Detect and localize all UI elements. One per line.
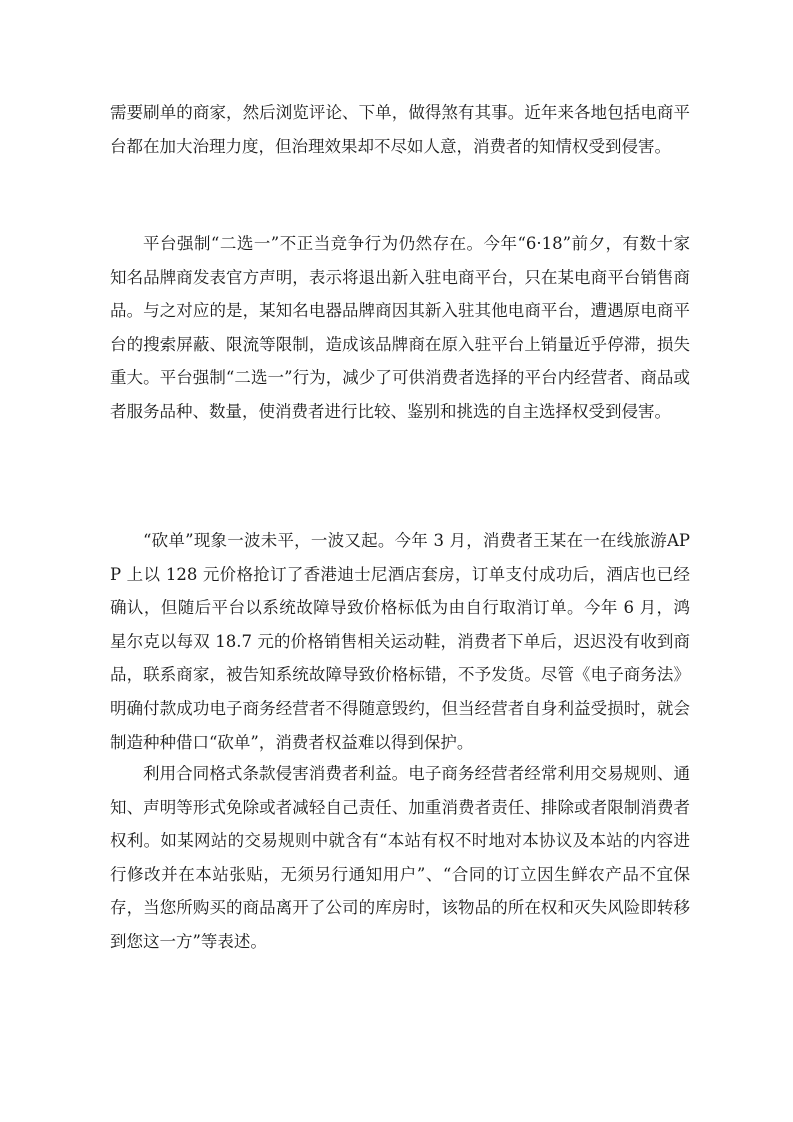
paragraph-standard-terms: 利用合同格式条款侵害消费者利益。电子商务经营者经常利用交易规则、通知、声明等形式免除或者减轻自己责任、加重消费者责任、排除或者限制消费者权利。如某网站的交易规则中就含有“本站有权不时地对本协议及本站的内容进行修改并在本站张贴，无须另行通知用户”、“合同的订立因生鲜农产品不宜保存，当您所购买的商品离开了公司的库房时，该物品的所在权和灭失风险即转移到您这一方”等表述。 (110, 764, 690, 951)
paragraph-platform-exclusivity: 平台强制“二选一”不正当竞争行为仍然存在。今年“6·18”前夕，有数十家知名品牌商发表官方声明，表示将退出新入驻电商平台，只在某电商平台销售商品。与之对应的是，某知名电器品牌商因其新入驻其他电商平台，遭遇原电商平台的搜索屏蔽、限流等限制，造成该品牌商在原入驻平台上销量近乎停滞，损失重大。平台强制“二选一”行为，减少了可供消费者选择的平台内经营者、商品或者服务品种、数量，使消费者进行比较、鉴别和挑选的自主选择权受到侵害。 (110, 234, 690, 421)
paragraph-fake-orders: 需要刷单的商家，然后浏览评论、下单，做得煞有其事。近年来各地包括电商平台都在加大治理力度，但治理效果却不尽如人意，消费者的知情权受到侵害。 (110, 103, 690, 156)
paragraph-order-cancellation: “砍单”现象一波未平，一波又起。今年 3 月，消费者王某在一在线旅游APP 上以 128 元价格抢订了香港迪士尼酒店套房，订单支付成功后，酒店也已经确认，但随后平台以系统故障导致价格标低为由自行取消订单。今年 6 月，鸿星尔克以每双 18.7 元的价格销售相关运动鞋，消费者下单后，迟迟没有收到商品，联系商家，被告知系统故障导致价格标错，不予发货。尽管《电子商务法》明确付款成功电子商务经营者不得随意毁约，但当经营者自身利益受损时，就会制造种种借口“砍单”，消费者权益难以得到保护。 (110, 531, 690, 752)
